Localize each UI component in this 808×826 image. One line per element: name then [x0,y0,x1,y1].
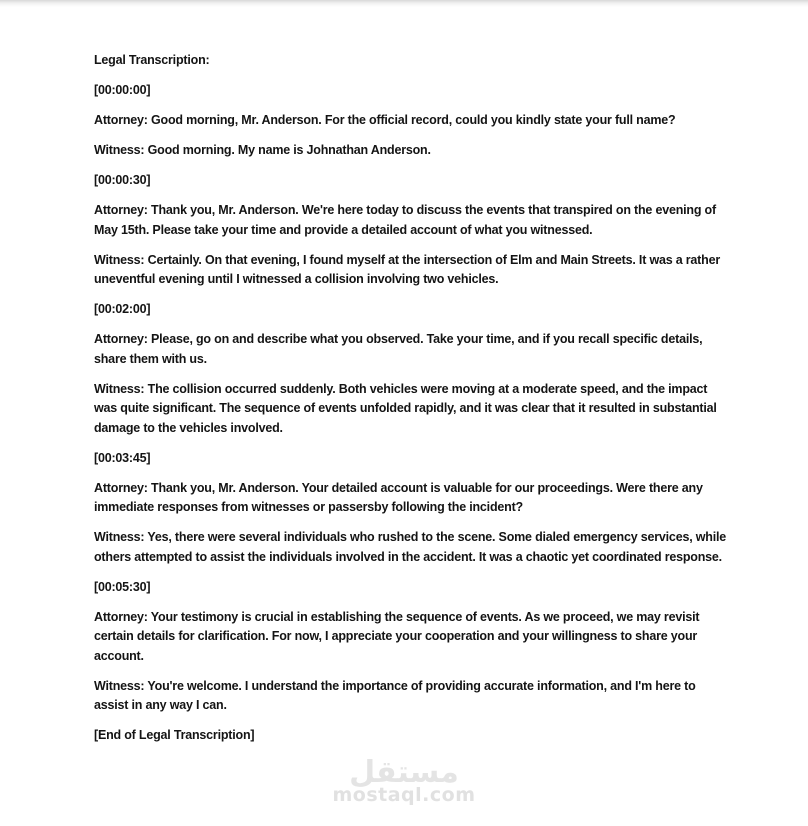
transcript-body [94,51,726,756]
witness-line-2: Witness: Certainly. On that evening, I found myself at the intersection of Elm and Main Streets. It was a rather uneventful evening until I witnessed a collision involving two vehicles. [94,252,720,286]
end-marker: [End of Legal Transcription] [94,728,255,742]
witness-line-4: Witness: Yes, there were several individuals who rushed to the scene. Some dialed emergency services, while others attempted to assist the individuals involved in the accident. It was a chaotic yet coordinated response. [94,530,726,564]
witness-line-5: Witness: You're welcome. I understand the importance of providing accurate information, and I'm here to assist in any way I can. [94,678,696,712]
timestamp-3: [00:02:00] [94,302,151,316]
timestamp-1: [00:00:00] [94,83,151,97]
attorney-line-2: Attorney: Thank you, Mr. Anderson. We're here today to discuss the events that transpired on the evening of May 15th. Please take your time and provide a detailed account of what you witnessed. [94,203,716,237]
witness-line-1: Witness: Good morning. My name is Johnathan Anderson. [94,143,431,157]
attorney-line-5: Attorney: Your testimony is crucial in establishing the sequence of events. As we proceed, we may revisit certain details for clarification. For now, I appreciate your cooperation and your willingness to share your account. [94,609,700,663]
attorney-line-4: Attorney: Thank you, Mr. Anderson. Your detailed account is valuable for our proceedings. Were there any immediate responses from witnesses or passersby following the incident? [94,480,703,514]
mostaql-url: mostaql.com [332,784,476,806]
timestamp-4: [00:03:45] [94,450,151,465]
timestamp-2: [00:00:30] [94,173,151,187]
timestamp-5: [00:05:30] [94,579,151,594]
top-edge-shade [0,0,808,7]
attorney-line-3: Attorney: Please, go on and describe what you observed. Take your time, and if you recall specific details, share them with us. [94,332,703,366]
transcript-heading: Legal Transcription: [94,53,210,67]
attorney-line-1: Attorney: Good morning, Mr. Anderson. For the official record, could you kindly state your full name? [94,113,676,127]
mostaql-logo: مستقل [349,755,459,790]
witness-line-3: Witness: The collision occurred suddenly. Both vehicles were moving at a moderate speed, and the impact was quite significant. The sequence of events unfolded rapidly, and it was clear that it resulted in substantial damage to the vehicles involved. [94,381,717,435]
watermark [0,755,808,806]
